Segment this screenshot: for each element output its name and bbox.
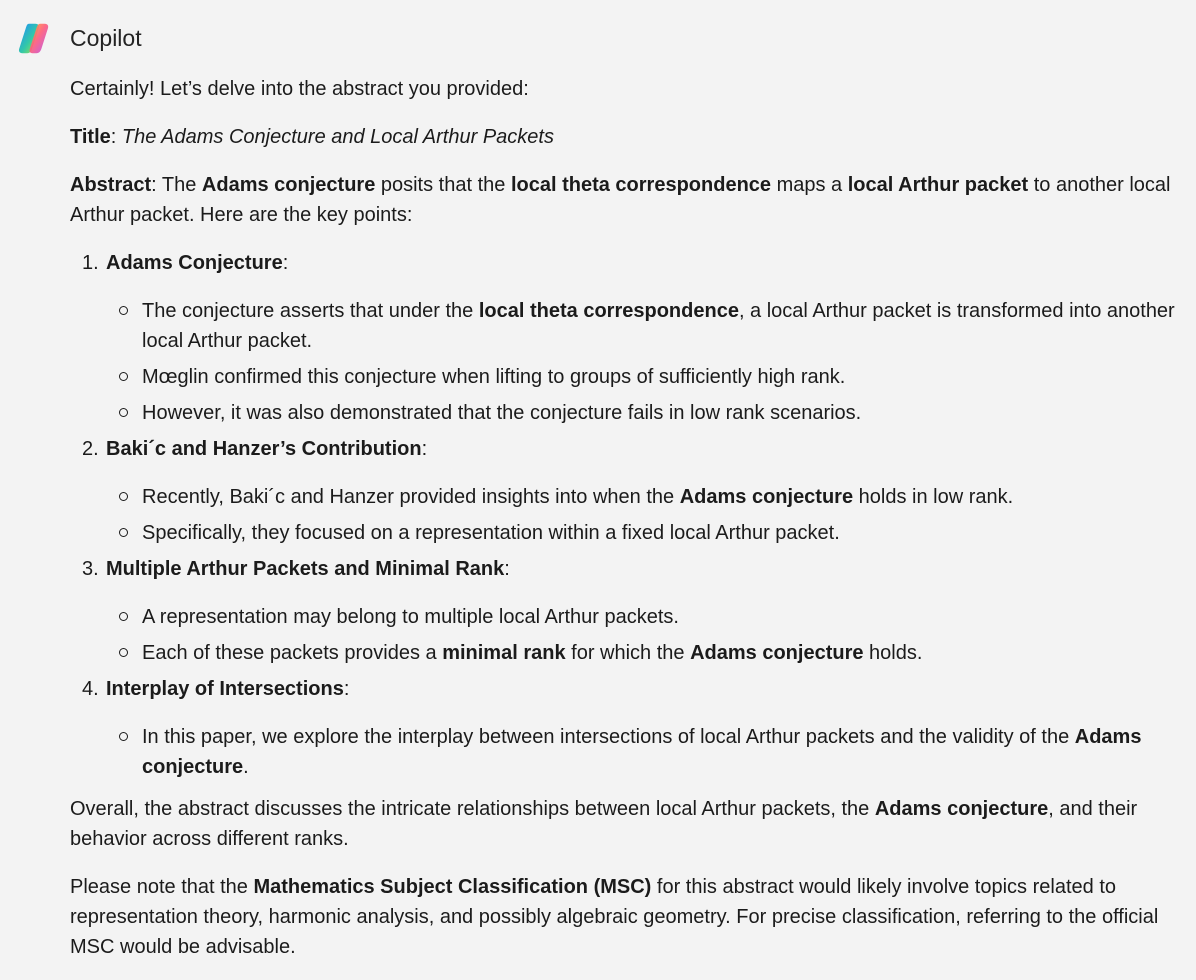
point-heading: Multiple Arthur Packets and Minimal Rank [106, 558, 505, 580]
abstract-label: Abstract [70, 174, 152, 196]
title-paragraph: Title: The Adams Conjecture and Local Arthur Packets [70, 126, 554, 148]
sub-point-list [106, 602, 1186, 668]
key-point: 4. Interplay of Intersections: In this paper, we explore the interplay between intersections of local Arthur packets and the validity of the Adams conjecture. [70, 674, 1186, 782]
sub-point: In this paper, we explore the interplay between intersections of local Arthur packets and the validity of the Adams conjecture. [106, 722, 1186, 782]
point-heading: Interplay of Intersections [106, 678, 344, 700]
copilot-message [70, 74, 1186, 980]
key-point: 1. Adams Conjecture: The conjecture asserts that under the local theta correspondence, a local Arthur packet is transformed into another local Arthur packet. Mœglin confirmed this conjecture when lifting to groups of sufficiently high rank. However, it was also demonstrated that the conjecture fails in low rank scenarios. [70, 248, 1186, 428]
key-point: 2. Baki´c and Hanzer’s Contribution: Recently, Baki´c and Hanzer provided insights into when the Adams conjecture holds in low rank. Specifically, they focused on a representation within a fixed local Arthur packet. [70, 434, 1186, 548]
point-heading: Baki´c and Hanzer’s Contribution [106, 438, 422, 460]
point-number: 2. [82, 438, 99, 460]
msc-note-paragraph: Please note that the Mathematics Subject Classification (MSC) for this abstract would likely involve topics related to representation theory, harmonic analysis, and possibly algebraic geometry. For precise classification, referring to the official MSC would be advisable. [70, 876, 1159, 958]
sub-point: However, it was also demonstrated that the conjecture fails in low rank scenarios. [106, 398, 1186, 428]
point-heading: Adams Conjecture [106, 252, 283, 274]
sub-point-list [106, 296, 1186, 428]
point-number: 4. [82, 678, 99, 700]
app-name: Copilot [70, 25, 142, 51]
sub-point: A representation may belong to multiple local Arthur packets. [106, 602, 1186, 632]
copilot-header [16, 20, 142, 56]
title-value: The Adams Conjecture and Local Arthur Packets [121, 126, 554, 148]
overall-paragraph: Overall, the abstract discusses the intricate relationships between local Arthur packets, the Adams conjecture, and their behavior across different ranks. [70, 798, 1138, 850]
sub-point: Mœglin confirmed this conjecture when lifting to groups of sufficiently high rank. [106, 362, 1186, 392]
sub-point-list [106, 722, 1186, 782]
title-label: Title [70, 126, 111, 148]
intro-paragraph: Certainly! Let’s delve into the abstract you provided: [70, 78, 529, 100]
point-number: 3. [82, 558, 99, 580]
sub-point: Recently, Baki´c and Hanzer provided insights into when the Adams conjecture holds in low rank. [106, 482, 1186, 512]
abstract-paragraph: Abstract: The Adams conjecture posits that the local theta correspondence maps a local Arthur packet to another local Arthur packet. Here are the key points: [70, 174, 1171, 226]
sub-point: Each of these packets provides a minimal rank for which the Adams conjecture holds. [106, 638, 1186, 668]
copilot-logo-icon [16, 20, 53, 57]
point-number: 1. [82, 252, 99, 274]
key-point: 3. Multiple Arthur Packets and Minimal Rank: A representation may belong to multiple local Arthur packets. Each of these packets provides a minimal rank for which the Adams conjecture holds. [70, 554, 1186, 668]
sub-point-list [106, 482, 1186, 548]
key-points-list [70, 248, 1186, 782]
sub-point: The conjecture asserts that under the local theta correspondence, a local Arthur packet is transformed into another local Arthur packet. [106, 296, 1186, 356]
sub-point: Specifically, they focused on a representation within a fixed local Arthur packet. [106, 518, 1186, 548]
